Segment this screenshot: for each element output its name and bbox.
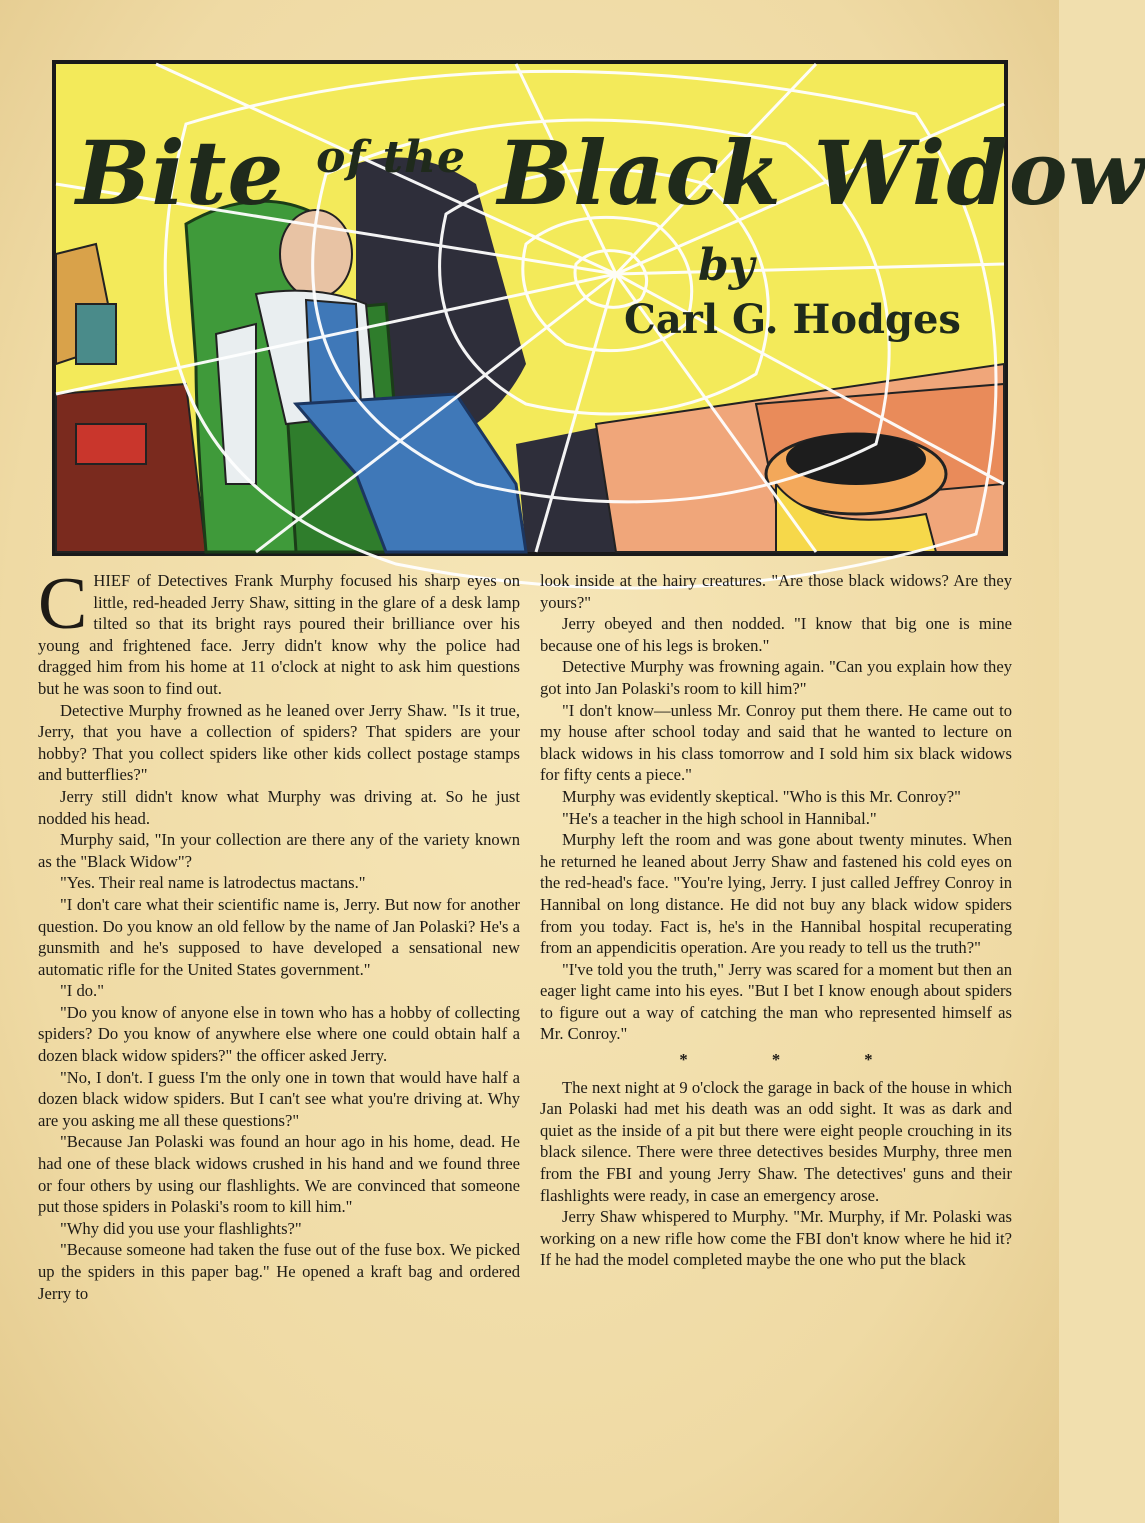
right-text-column bbox=[540, 570, 1012, 1271]
section-separator: * * * bbox=[679, 1050, 913, 1070]
paragraph: "I do." bbox=[60, 981, 104, 1001]
paragraph: "No, I don't. I guess I'm the only one in town that would have half a dozen black widow spiders. But I can't see what you're driving at. Why are you asking me all these questions?" bbox=[38, 1067, 520, 1130]
paragraph: "Yes. Their real name is latrodectus mactans." bbox=[60, 873, 366, 893]
author-name: Carl G. Hodges bbox=[624, 296, 961, 343]
paragraph: "Do you know of anyone else in town who has a hobby of collecting spiders? Do you know of anywhere else where one could obtain half a dozen black widow spiders?" the officer asked Jerry. bbox=[38, 1002, 520, 1066]
paragraph: Jerry still didn't know what Murphy was driving at. So he just nodded his head. bbox=[38, 786, 520, 828]
title-words-of-the: of the bbox=[316, 132, 466, 183]
paragraph: Murphy said, "In your collection are there any of the variety known as the "Black Widow"? bbox=[38, 830, 520, 871]
left-text-column bbox=[38, 563, 520, 1304]
title-word-bite: Bite bbox=[76, 121, 285, 225]
byline-by: by bbox=[698, 240, 755, 291]
story-title bbox=[76, 110, 1145, 225]
paragraph-text: HIEF of Detectives Frank Murphy focused his sharp eyes on little, red-headed Jerry Shaw, sitting in the glare of a desk lamp tilted so that its bright rays poured their brilliance over his young and frightened face. Jerry didn't know why the police had dragged him from his home at 11 o'clock at night to ask him questions but he was soon to find out. bbox=[38, 571, 520, 698]
paragraph: Jerry obeyed and then nodded. "I know that big one is mine because one of his legs is broken." bbox=[540, 614, 1012, 655]
paragraph: "Why did you use your flashlights?" bbox=[60, 1218, 302, 1238]
paragraph: "Because Jan Polaski was found an hour ago in his home, dead. He had one of these black widows crushed in his hand and we found three or four others by using our flashlights. We are convinced that someone put those spiders in Polaski's room to kill him." bbox=[38, 1132, 520, 1217]
paragraph: "I've told you the truth," Jerry was scared for a moment but then an eager light came into his eyes. "But I bet I know enough about spiders to figure out a way of catching the man who represented himself as Mr. Conroy." bbox=[540, 959, 1012, 1044]
paragraph: look inside at the hairy creatures. "Are those black widows? Are they yours?" bbox=[540, 571, 1012, 612]
title-illustration-panel bbox=[52, 60, 1145, 556]
paragraph: Murphy left the room and was gone about twenty minutes. When he returned he leaned about Jerry Shaw and fastened his cold eyes on the red-head's face. "You're lying, Jerry. I just called Jeffrey Conroy in Hannibal on long distance. He did not buy any black widow spiders from you today. Fact is, he's in the Hannibal hospital recuperating from an appendicitis operation. Are you ready to tell us the truth?" bbox=[540, 830, 1012, 958]
paragraph: Murphy was evidently skeptical. "Who is this Mr. Conroy?" bbox=[562, 786, 961, 806]
paragraph: Detective Murphy was frowning again. "Can you explain how they got into Jan Polaski's room to kill him?" bbox=[540, 657, 1012, 698]
title-words-black-widow: Black Widow bbox=[497, 121, 1145, 225]
paragraph bbox=[38, 563, 520, 700]
paragraph: Detective Murphy frowned as he leaned over Jerry Shaw. "Is it true, Jerry, that you have a collection of spiders? That spiders are your hobby? That you collect spiders like other kids collect postage stamps and butterflies?" bbox=[38, 700, 520, 785]
paragraph: "He's a teacher in the high school in Hannibal." bbox=[562, 808, 877, 828]
paragraph: "I don't know—unless Mr. Conroy put them there. He came out to my house after school today and said that he wanted to lecture on black widows in his class tomorrow and I sold him six black widows for fifty cents a piece." bbox=[540, 700, 1012, 785]
paragraph: "I don't care what their scientific name is, Jerry. But now for another question. Do you know an old fellow by the name of Jan Polaski? He's a gunsmith and he's supposed to have developed a sensational new automatic rifle for the United States government." bbox=[38, 894, 520, 979]
paragraph: Jerry Shaw whispered to Murphy. "Mr. Murphy, if Mr. Polaski was working on a new rifle how come the FBI don't know where he hid it? If he had the model completed maybe the one who put the black bbox=[540, 1207, 1012, 1270]
paragraph: "Because someone had taken the fuse out of the fuse box. We picked up the spiders in this paper bag." He opened a kraft bag and ordered Jerry to bbox=[38, 1240, 520, 1303]
paragraph: The next night at 9 o'clock the garage in back of the house in which Jan Polaski had met his death was an odd sight. It was as dark and quiet as the inside of a pit but there were eight people crouching in its black silence. There were three detectives besides Murphy, three men from the FBI and young Jerry Shaw. The detectives' guns and their flashlights were ready, in case an emergency arose. bbox=[540, 1077, 1012, 1205]
drop-cap: C bbox=[38, 563, 88, 645]
